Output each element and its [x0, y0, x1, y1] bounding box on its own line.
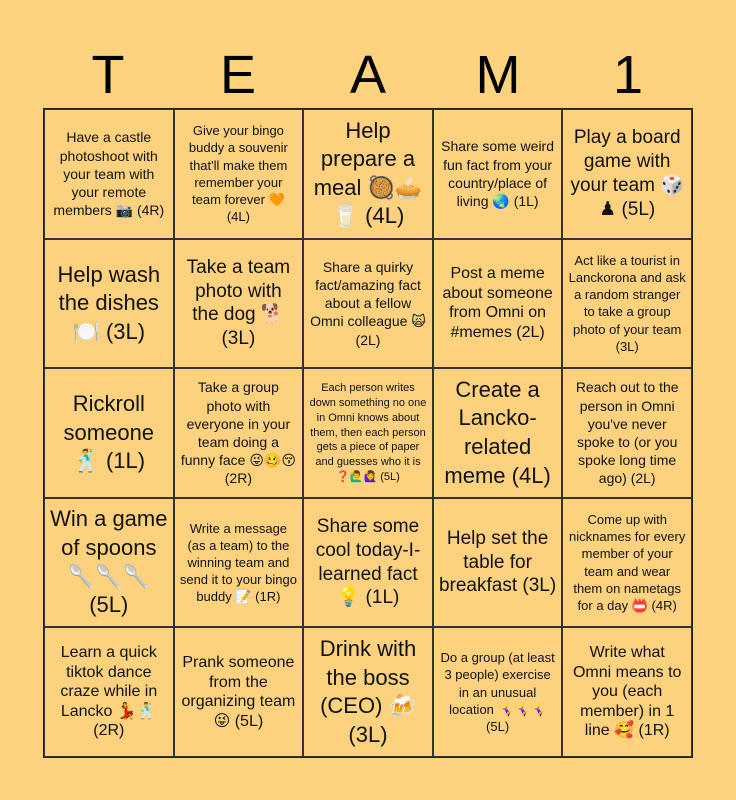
title-letter-1: T [91, 45, 125, 105]
bingo-cell-r3c5[interactable] [562, 368, 692, 498]
title-letter-2: E [219, 45, 257, 105]
bingo-cell-text: Reach out to the person in Omni you've never spoke to (or you spoke long time ago) (2L) [575, 379, 679, 487]
bingo-cell-r3c2[interactable] [174, 368, 304, 498]
bingo-cell-r4c5[interactable] [562, 498, 692, 628]
bingo-cell-r4c4[interactable] [433, 498, 563, 628]
bingo-cell-text: Act like a tourist in Lanckorona and ask a random stranger to take a group photo of your team (3L) [568, 252, 686, 354]
bingo-board [43, 108, 693, 758]
bingo-cell-r4c2[interactable] [174, 498, 304, 628]
bingo-cell-r2c4[interactable] [433, 239, 563, 369]
bingo-cell-text: Help set the table for breakfast (3L) [438, 527, 557, 597]
title-letter-3: A [349, 45, 387, 105]
bingo-cell-r2c3[interactable] [303, 239, 433, 369]
bingo-cell-text: Share a quirky fact/amazing fact about a fellow Omni colleague 🙀 (2L) [310, 258, 426, 348]
bingo-cell-r5c4[interactable] [433, 627, 563, 757]
bingo-cell-text: Share some cool today-I-learned fact 💡 (1L) [315, 516, 421, 609]
title-letter-5: 1 [612, 45, 644, 105]
bingo-cell-r4c3[interactable] [303, 498, 433, 628]
bingo-cell-text: Post a meme about someone from Omni on #memes (2L) [442, 265, 553, 341]
bingo-cell-text: Give your bingo buddy a souvenir that'll make them remember your team forever 🧡 (4L) [188, 123, 288, 225]
bingo-cell-r5c3[interactable] [303, 627, 433, 757]
bingo-cell-text: Take a team photo with the dog 🐕 (3L) [186, 256, 291, 350]
bingo-cell-r1c4[interactable] [433, 109, 563, 239]
bingo-cell-text: Drink with the boss (CEO) 🍻 (3L) [319, 636, 417, 747]
bingo-cell-r3c3[interactable] [303, 368, 433, 498]
bingo-cell-text: Each person writes down something no one in Omni knows about them, then each person gets a piece of paper and guesses who it is ❓🙋‍♂️🙋‍♀️ (5L) [309, 382, 427, 484]
bingo-cell-r1c3[interactable] [303, 109, 433, 239]
bingo-cell-r3c4[interactable] [433, 368, 563, 498]
title-letter-4: M [475, 45, 521, 105]
bingo-cell-r2c1[interactable] [44, 239, 174, 369]
bingo-cell-r2c5[interactable] [562, 239, 692, 369]
bingo-cell-text: Win a game of spoons 🥄🥄🥄 (5L) [50, 506, 168, 618]
bingo-cell-r2c2[interactable] [174, 239, 304, 369]
bingo-cell-r4c1[interactable] [44, 498, 174, 628]
bingo-cell-text: Have a castle photoshoot with your team with your remote members 📷 (4R) [53, 129, 165, 219]
bingo-title [43, 42, 693, 108]
bingo-cell-text: Rickroll someone 🕺 (1L) [63, 391, 155, 474]
bingo-cell-text: Help wash the dishes 🍽️ (3L) [57, 261, 161, 344]
bingo-cell-text: Write a message (as a team) to the winning team and send it to your bingo buddy 📝 (1R) [179, 520, 297, 605]
bingo-cell-text: Help prepare a meal 🥘🥧🥛 (4L) [313, 117, 423, 229]
bingo-cell-text: Do a group (at least 3 people) exercise in an unusual location 🤸‍♀️🤸‍♀️🤸‍♀️ (5L) [440, 650, 555, 734]
bingo-cell-r1c2[interactable] [174, 109, 304, 239]
bingo-cell-text: Play a board game with your team 🎲♟ (5L) [570, 127, 684, 220]
bingo-cell-r1c5[interactable] [562, 109, 692, 239]
bingo-cell-text: Take a group photo with everyone in your team doing a funny face 😜🥴😚 (2R) [180, 379, 296, 487]
bingo-cell-r5c5[interactable] [562, 627, 692, 757]
bingo-cell-r5c2[interactable] [174, 627, 304, 757]
bingo-cell-text: Come up with nicknames for every member of your team and wear them on nametags for a day 📛 (4R) [569, 512, 686, 613]
bingo-cell-r5c1[interactable] [44, 627, 174, 757]
bingo-cell-text: Share some weird fun fact from your country/place of living 🌏 (1L) [441, 138, 554, 209]
bingo-cell-text: Prank someone from the organizing team 😜 (5L) [181, 654, 296, 730]
bingo-cell-text: Create a Lancko-related meme (4L) [444, 376, 551, 488]
bingo-cell-text: Learn a quick tiktok dance craze while in Lancko 💃🕺 (2R) [60, 644, 158, 740]
bingo-cell-text: Write what Omni means to you (each member) in 1 line 🥰 (1R) [572, 644, 682, 740]
bingo-cell-r1c1[interactable] [44, 109, 174, 239]
bingo-cell-r3c1[interactable] [44, 368, 174, 498]
